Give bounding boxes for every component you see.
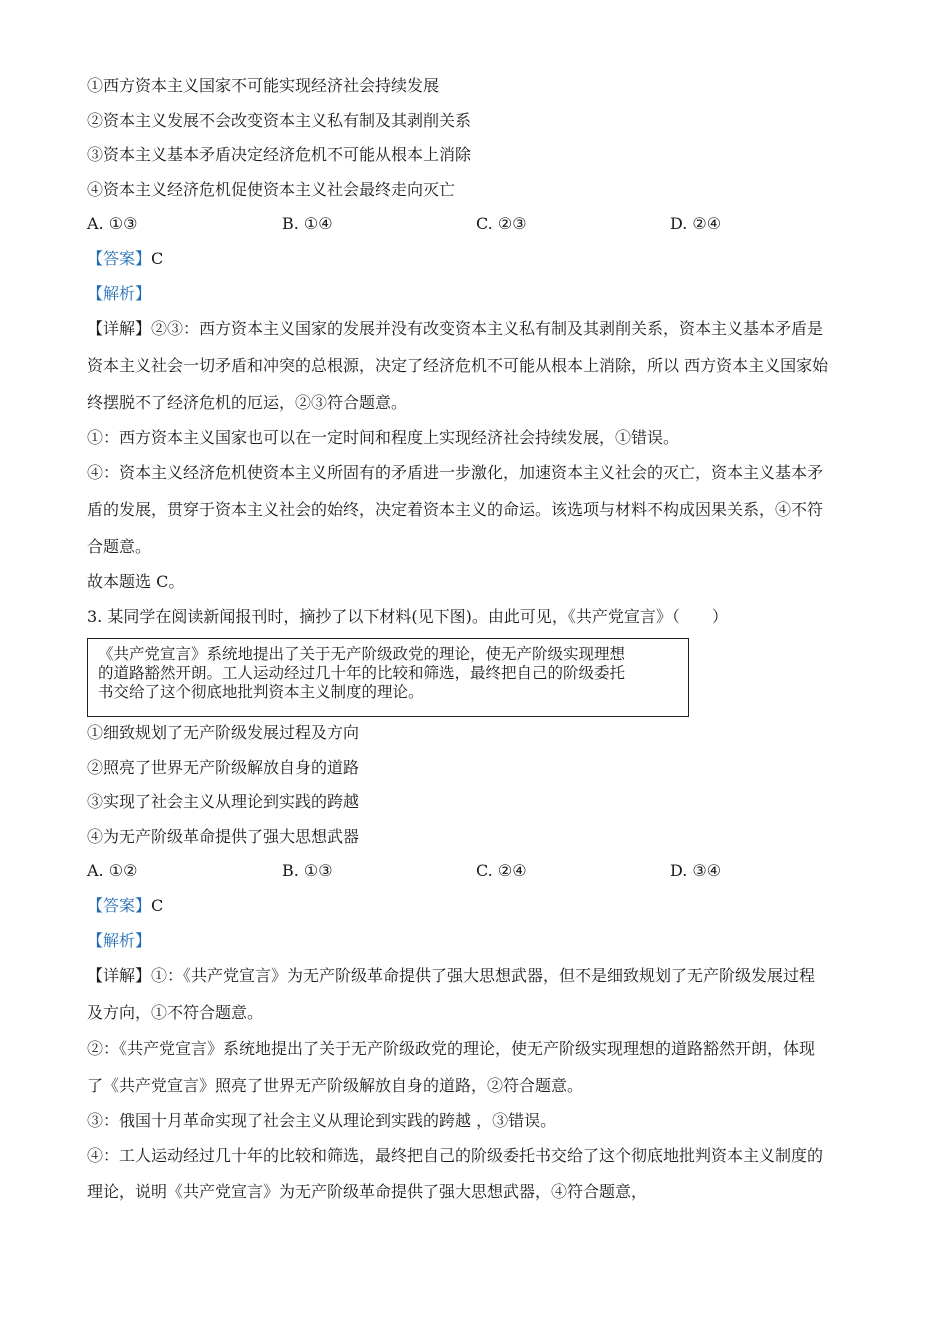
answer-tag: 【答案】 (87, 896, 152, 915)
q3-detail-line-4: 了《共产党宣言》照亮了世界无产阶级解放自身的道路，②符合题意。 (87, 1076, 584, 1095)
q2-option-a: A. ①③ (87, 214, 138, 233)
q3-option-c: C. ②④ (476, 861, 527, 880)
q2-analysis-heading (87, 284, 151, 304)
material-line-2: 的道路豁然开朗。工人运动经过几十年的比较和筛选，最终把自己的阶级委托 (98, 664, 626, 682)
q2-option-b: B. ①④ (282, 214, 333, 233)
q2-detail-line-3: 终摆脱不了经济危机的厄运，②③符合题意。 (87, 393, 408, 412)
answer-tag: 【答案】 (87, 249, 152, 268)
q3-item-2: ②照亮了世界无产阶级解放自身的道路 (87, 758, 360, 777)
q3-item-4: ④为无产阶级革命提供了强大思想武器 (87, 827, 360, 846)
answer-value: C (151, 896, 164, 915)
q2-item-2: ②资本主义发展不会改变资本主义私有制及其剥削关系 (87, 111, 472, 130)
q3-item-3: ③实现了社会主义从理论到实践的跨越 (87, 792, 360, 811)
q3-stem: 3. 某同学在阅读新闻报刊时，摘抄了以下材料(见下图)。由此可见，《共产党宣言》（ ） (87, 607, 728, 626)
q2-item-4: ④资本主义经济危机促使资本主义社会最终走向灭亡 (87, 180, 456, 199)
q2-option-d: D. ②④ (670, 214, 722, 233)
q2-detail-line-5: ④：资本主义经济危机使资本主义所固有的矛盾进一步激化，加速资本主义社会的灭亡，资本主义基本矛 (87, 463, 824, 482)
q3-answer (87, 896, 163, 916)
q2-detail-line-4: ①：西方资本主义国家也可以在一定时间和程度上实现经济社会持续发展，①错误。 (87, 428, 680, 447)
q2-item-1: ①西方资本主义国家不可能实现经济社会持续发展 (87, 76, 440, 95)
q2-answer (87, 249, 163, 269)
answer-value: C (151, 249, 164, 268)
material-line-1: 《共产党宣言》系统地提出了关于无产阶级政党的理论，使无产阶级实现理想 (98, 645, 626, 663)
q3-detail-line-7: 理论，说明《共产党宣言》为无产阶级革命提供了强大思想武器，④符合题意， (87, 1182, 648, 1201)
detail-text: ②③：西方资本主义国家的发展并没有改变资本主义私有制及其剥削关系，资本主义基本矛盾是 (151, 319, 824, 338)
q2-conclusion: 故本题选 C。 (87, 572, 185, 591)
q2-item-3: ③资本主义基本矛盾决定经济危机不可能从根本上消除 (87, 145, 472, 164)
q2-detail-line-2: 资本主义社会一切矛盾和冲突的总根源，决定了经济危机不可能从根本上消除，所以 西方资本主义国家始 (87, 356, 829, 375)
detail-tag: 【详解】 (87, 966, 152, 985)
q3-detail-line-5: ③：俄国十月革命实现了社会主义从理论到实践的跨越 ，③错误。 (87, 1111, 557, 1130)
q2-detail-line-6: 盾的发展，贯穿于资本主义社会的始终，决定着资本主义的命运。该选项与材料不构成因果关系，④不符 (87, 500, 824, 519)
q3-material-box (87, 638, 689, 717)
q3-analysis-heading (87, 931, 151, 951)
q3-option-d: D. ③④ (670, 861, 722, 880)
analysis-tag: 【解析】 (87, 931, 152, 950)
q2-option-c: C. ②③ (476, 214, 527, 233)
q2-detail-line-1 (87, 319, 823, 339)
q3-detail-line-3: ②：《共产党宣言》系统地提出了关于无产阶级政党的理论，使无产阶级实现理想的道路豁然开朗，体现 (87, 1039, 816, 1058)
material-line-3: 书交给了这个彻底地批判资本主义制度的理论。 (98, 683, 424, 701)
q3-detail-line-6: ④：工人运动经过几十年的比较和筛选，最终把自己的阶级委托书交给了这个彻底地批判资本主义制度的 (87, 1146, 824, 1165)
q3-option-b: B. ①③ (282, 861, 333, 880)
detail-tag: 【详解】 (87, 319, 152, 338)
q3-detail-line-1 (87, 966, 815, 986)
analysis-tag: 【解析】 (87, 284, 152, 303)
q3-item-1: ①细致规划了无产阶级发展过程及方向 (87, 723, 360, 742)
q3-detail-line-2: 及方向，①不符合题意。 (87, 1003, 264, 1022)
detail-text: ①：《共产党宣言》为无产阶级革命提供了强大思想武器，但不是细致规划了无产阶级发展过程 (151, 966, 816, 985)
q3-option-a: A. ①② (87, 861, 138, 880)
q2-detail-line-7: 合题意。 (87, 537, 152, 556)
